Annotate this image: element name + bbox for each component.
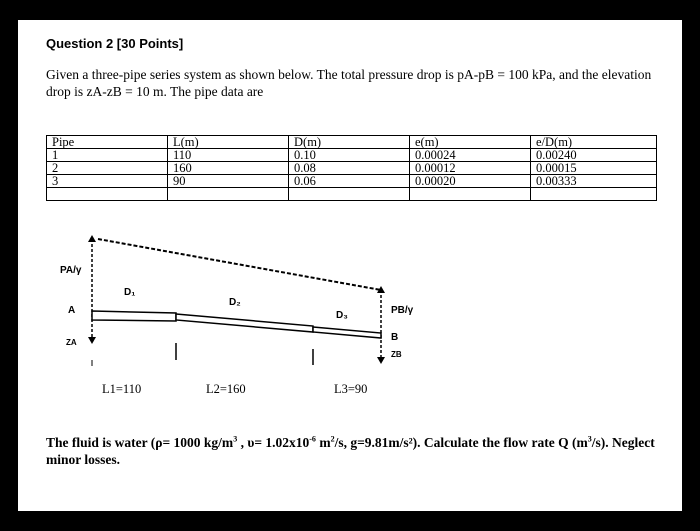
- pipe-3: [313, 327, 381, 338]
- table-cell: 0.00020: [410, 175, 531, 188]
- label-d1: D₁: [124, 287, 136, 298]
- problem-statement: Given a three-pipe series system as shown below. The total pressure drop is pA-pB = 100 kPa, and the elevation drop is zA-zB = 10 m. The pipe data are: [46, 67, 652, 99]
- fluid-properties-mid3: /s, g=9.81m/s²). Calculate the flow rate Q (m: [334, 435, 588, 450]
- table-cell: 0.00012: [410, 162, 531, 175]
- table-cell: 0.00024: [410, 149, 531, 162]
- label-d3: D₃: [336, 310, 348, 321]
- table-cell: 0.10: [289, 149, 410, 162]
- table-cell: 110: [168, 149, 289, 162]
- table-cell: 90: [168, 175, 289, 188]
- question-title: Question 2 [30 Points]: [46, 36, 184, 51]
- label-l1: L1=110: [102, 382, 142, 396]
- question-page: [18, 20, 682, 511]
- pipe-1: [92, 311, 176, 321]
- fluid-properties-mid: , υ= 1.02x10: [237, 435, 310, 450]
- energy-grade-line: [98, 239, 381, 290]
- label-d2: D₂: [229, 297, 241, 308]
- table-cell: 1: [47, 149, 168, 162]
- col-header-diameter: D(m): [289, 136, 410, 149]
- table-cell: 0.00240: [531, 149, 657, 162]
- col-header-roughness: e(m): [410, 136, 531, 149]
- label-l2: L2=160: [206, 382, 246, 396]
- superscript-minus6: -6: [309, 434, 316, 444]
- question-prompt: [46, 434, 666, 468]
- table-cell: 0.06: [289, 175, 410, 188]
- right-arrow-down-icon: [377, 357, 385, 364]
- label-pb-gamma: PB/γ: [391, 305, 414, 316]
- label-zb: ZB: [391, 350, 402, 359]
- label-l3: L3=90: [334, 382, 368, 396]
- pipe-2: [176, 314, 313, 332]
- col-header-pipe: Pipe: [47, 136, 168, 149]
- left-arrow-down-icon: [88, 337, 96, 344]
- superscript-3: 3: [233, 434, 238, 444]
- label-za: ZA: [66, 338, 77, 347]
- table-cell: 0.00015: [531, 162, 657, 175]
- fluid-properties-end: /s). Neglect minor losses.: [46, 435, 655, 467]
- col-header-relative-roughness: e/D(m): [531, 136, 657, 149]
- col-header-length: L(m): [168, 136, 289, 149]
- label-b: B: [391, 332, 399, 343]
- table-cell: 2: [47, 162, 168, 175]
- superscript-2: 2: [330, 434, 335, 444]
- table-cell: 0.08: [289, 162, 410, 175]
- table-cell: 3: [47, 175, 168, 188]
- left-arrow-up-icon: [88, 235, 96, 242]
- label-a: A: [68, 305, 76, 316]
- table-cell: 160: [168, 162, 289, 175]
- label-pa-gamma: PA/γ: [60, 265, 82, 276]
- superscript-3b: 3: [587, 434, 592, 444]
- fluid-properties-start: The fluid is water (ρ= 1000 kg/m: [46, 435, 234, 450]
- table-cell: 0.00333: [531, 175, 657, 188]
- fluid-properties-mid2: m: [315, 435, 331, 450]
